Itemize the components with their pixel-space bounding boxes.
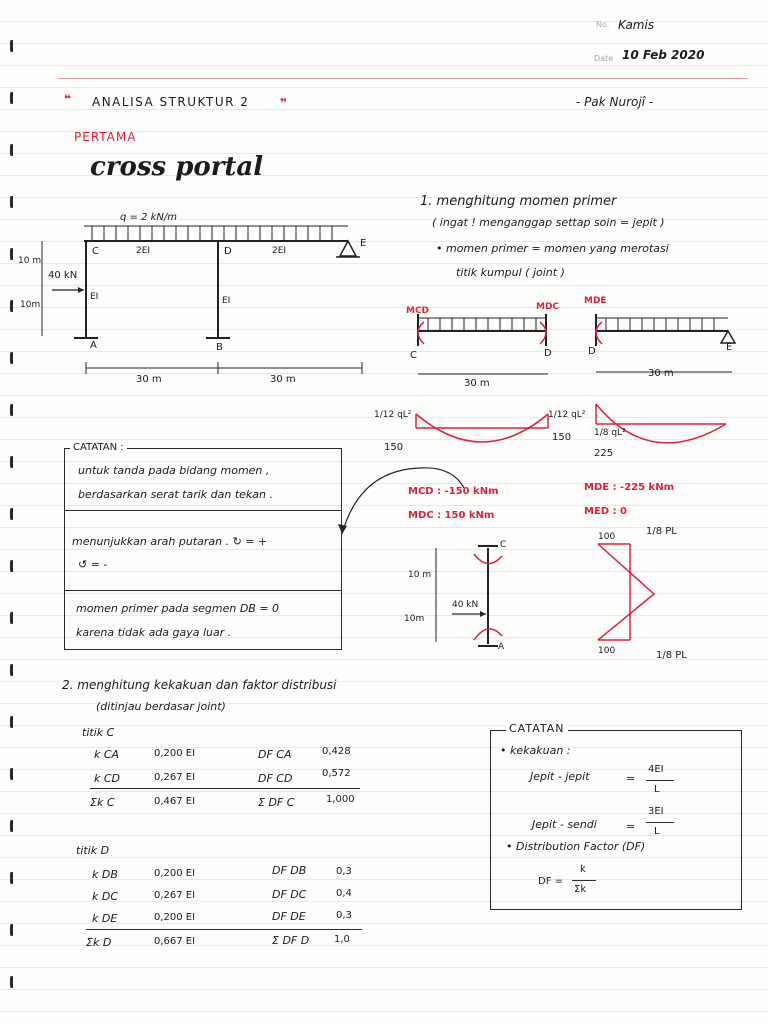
quote-close: ❞ [280, 96, 288, 110]
formula-cd-left: 1/12 qL² [374, 410, 412, 420]
pl-value-bottom: 100 [598, 646, 616, 656]
pl-label-top: 1/8 PL [646, 526, 677, 537]
page-title: cross portal [90, 152, 264, 182]
note-2-title: CATATAN [506, 722, 568, 735]
df-label: DF DC [272, 888, 307, 901]
stiffness-value: 0,200 EI [154, 912, 196, 923]
day-value: Kamis [618, 18, 655, 32]
stiffness-label: k CD [94, 772, 121, 785]
note-divider [64, 510, 342, 511]
df-formula-denominator: Σk [574, 884, 587, 895]
value-150-left: 150 [384, 442, 404, 453]
node-c-label: C [92, 246, 99, 257]
df-value: 0,3 [336, 866, 352, 877]
mdc-label: MDC [536, 302, 560, 312]
step1-bullet-cont: titik kumpul ( joint ) [456, 266, 565, 279]
note-1-line-3: menunjukkan arah putaran . ↻ = + [72, 535, 268, 548]
note-2-line-1: • kekakuan : [500, 744, 571, 757]
fixed-fixed-label: Jepit - jepit [530, 770, 590, 783]
de-node-d: D [588, 346, 596, 357]
node-a-label: A [90, 340, 97, 351]
value-150-right: 150 [552, 432, 572, 443]
med-value: MED : 0 [584, 506, 628, 517]
note-1-line-6: karena tidak ada gaya luar . [76, 626, 232, 639]
teacher-name: - Pak Nurojî - [576, 95, 654, 109]
stiffness-value: 0,200 EI [154, 868, 196, 879]
node-b-label: B [216, 342, 223, 353]
stiffness-sum-label: Σk C [90, 796, 115, 809]
stiffness-sum-value: 0,467 EI [154, 796, 196, 807]
col-left-stiffness: EI [90, 292, 99, 302]
fraction-bar [572, 880, 596, 881]
df-formula-left: DF = [538, 876, 564, 887]
stiffness-sum-label: Σk D [86, 936, 112, 949]
force-label: 40 kN [48, 270, 78, 281]
df-label: DF CD [258, 772, 293, 785]
stiffness-value: 0,200 EI [154, 748, 196, 759]
mde-value: MDE : -225 kNm [584, 482, 674, 493]
date-value: 10 Feb 2020 [622, 48, 705, 62]
step2-subheading: (ditinjau berdasar joint) [96, 700, 226, 713]
col-mid-stiffness: EI [222, 296, 231, 306]
stiffness-label: k DE [92, 912, 118, 925]
column-node-c: C [500, 540, 507, 550]
stiffness-label: k DC [92, 890, 119, 903]
value-225: 225 [594, 448, 614, 459]
stiffness-label: k CA [94, 748, 120, 761]
df-label: DF DB [272, 864, 307, 877]
sum-rule [86, 929, 362, 930]
df-value: 0,572 [322, 768, 351, 779]
column-force: 40 kN [452, 600, 479, 610]
stiffness-label: k DB [92, 868, 118, 881]
height-top-label: 10 m [18, 256, 42, 266]
stiffness-value: 0,267 EI [154, 890, 196, 901]
df-value: 0,428 [322, 746, 351, 757]
cd-node-d: D [544, 348, 552, 359]
note-box-2 [490, 730, 742, 910]
step1-note: ( ingat ! menganggap settap soin = jepit ) [432, 216, 665, 229]
fixed-pin-label: Jepit - sendi [532, 818, 597, 831]
note-2-df-line: • Distribution Factor (DF) [506, 840, 646, 853]
pl-label-bottom: 1/8 PL [656, 650, 687, 661]
column-height-bottom: 10m [404, 614, 425, 624]
df-formula-numerator: k [580, 864, 586, 875]
fixed-pin-numerator: 3EI [648, 806, 664, 817]
note-1-line-4: ↺ = - [78, 558, 108, 571]
fraction-bar [646, 822, 674, 823]
cd-node-c: C [410, 350, 417, 361]
date-label: Date [594, 54, 614, 63]
pl-value-top: 100 [598, 532, 616, 542]
column-node-a: A [498, 642, 505, 652]
note-1-line-1: untuk tanda pada bidang momen , [78, 464, 270, 477]
quote-open: ❝ [64, 92, 72, 106]
fixed-pin-denominator: L [654, 826, 660, 837]
note-1-line-2: berdasarkan serat tarik dan tekan . [78, 488, 273, 501]
step1-bullet: • momen primer = momen yang merotasi [436, 242, 669, 255]
beam-left-stiffness: 2EI [136, 246, 151, 256]
note-box-1 [64, 448, 342, 650]
formula-de: 1/8 qL² [594, 428, 626, 438]
subject-title: ANALISA STRUKTUR 2 [92, 95, 250, 109]
de-node-e: E [726, 342, 733, 353]
mdc-value: MDC : 150 kNm [408, 510, 495, 521]
df-label: DF DE [272, 910, 306, 923]
note-1-line-5: momen primer pada segmen DB = 0 [76, 602, 280, 615]
node-d-label: D [224, 246, 232, 257]
titik-d-label: titik D [76, 844, 110, 857]
equals-sign: = [626, 772, 636, 785]
stiffness-sum-value: 0,667 EI [154, 936, 196, 947]
node-e-label: E [360, 238, 367, 249]
height-bottom-label: 10m [20, 300, 41, 310]
step2-heading: 2. menghitung kekakuan dan faktor distribusi [62, 678, 337, 692]
sum-rule [90, 788, 360, 789]
note-1-title: CATATAN : [70, 442, 127, 453]
fixed-fixed-numerator: 4EI [648, 764, 664, 775]
stiffness-value: 0,267 EI [154, 772, 196, 783]
fixed-fixed-denominator: L [654, 784, 660, 795]
fraction-bar [646, 780, 674, 781]
section-label: PERTAMA [74, 130, 137, 144]
titik-c-label: titik C [82, 726, 115, 739]
load-label: q = 2 kN/m [120, 212, 178, 223]
df-label: DF CA [258, 748, 292, 761]
beam-right-stiffness: 2EI [272, 246, 287, 256]
df-sum-value: 1,000 [326, 794, 355, 805]
df-sum-label: Σ DF C [258, 796, 295, 809]
mcd-label: MCD [406, 306, 430, 316]
equals-sign: = [626, 820, 636, 833]
note-divider [64, 590, 342, 591]
mcd-value: MCD : -150 kNm [408, 486, 499, 497]
cd-length: 30 m [464, 378, 490, 389]
span-left-label: 30 m [136, 374, 162, 385]
de-length: 30 m [648, 368, 674, 379]
df-value: 0,4 [336, 888, 352, 899]
df-value: 0,3 [336, 910, 352, 921]
step1-heading: 1. menghitung momen primer [420, 194, 617, 209]
df-sum-value: 1,0 [334, 934, 350, 945]
df-sum-label: Σ DF D [272, 934, 310, 947]
mde-label: MDE [584, 296, 607, 306]
span-right-label: 30 m [270, 374, 296, 385]
formula-cd-right: 1/12 qL² [548, 410, 586, 420]
no-label: No. [596, 20, 610, 29]
column-height-top: 10 m [408, 570, 432, 580]
